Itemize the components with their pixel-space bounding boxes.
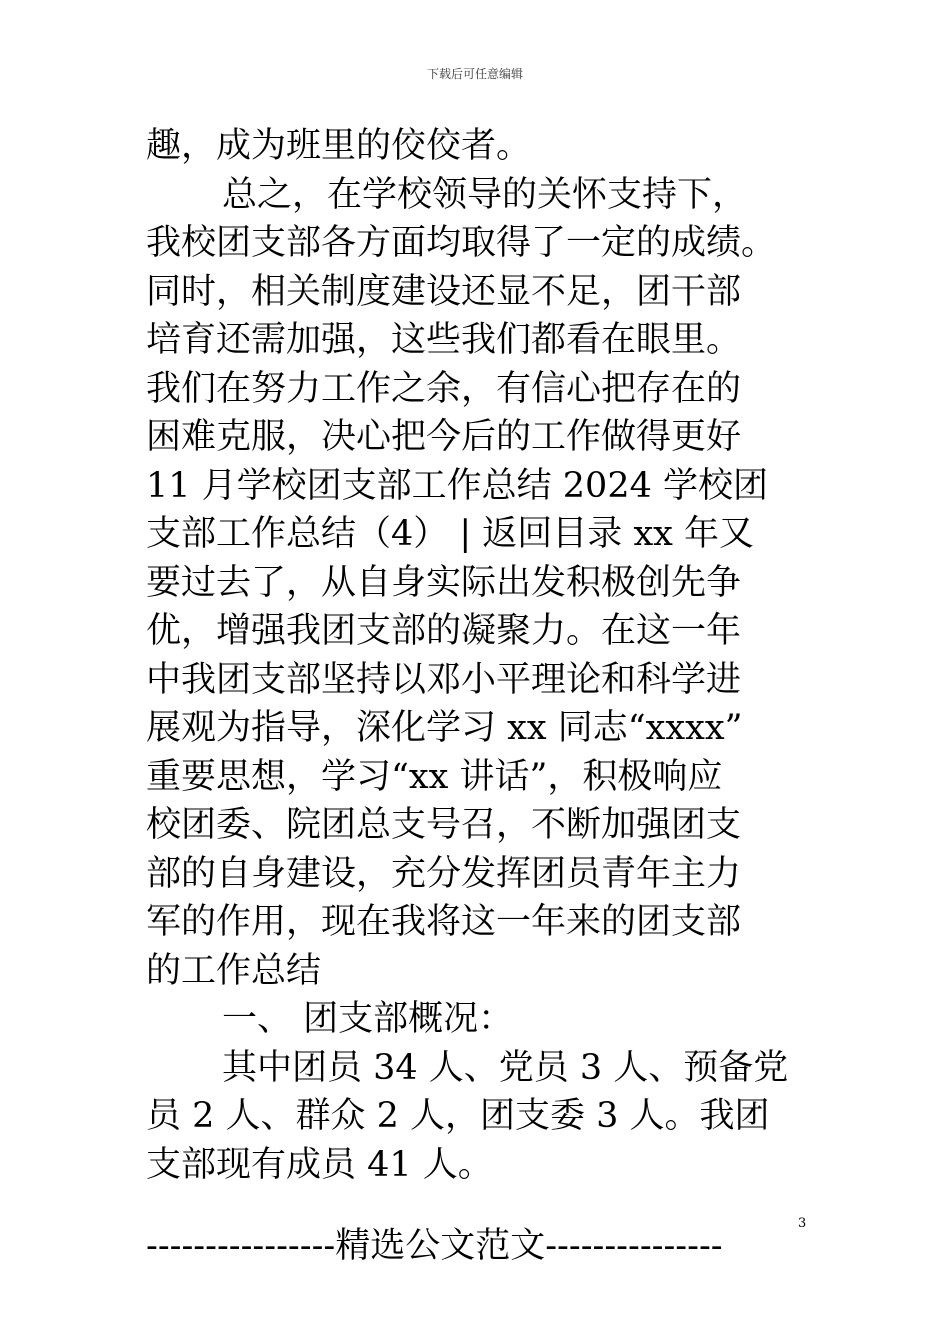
text-line: 培育还需加强，这些我们都看在眼里。 (146, 320, 742, 360)
text-line: 同时，相关制度建设还显不足，团干部 (146, 271, 742, 312)
text-line: 11 月学校团支部工作总结 2024 学校团 (146, 465, 768, 506)
text-line: 要过去了，从自身实际出发积极创先争 (146, 562, 742, 603)
text-line: 校团委、院团总支号召，不断加强团支 (146, 805, 742, 845)
text-line: 其中团员 34 人、党员 3 人、预备党 (222, 1047, 789, 1088)
text-line: 总之，在学校领导的关怀支持下， (222, 174, 748, 215)
document-body (146, 122, 826, 1189)
text-line: 重要思想，学习“xx 讲话”，积极响应 (146, 756, 723, 797)
text-line: 支部工作总结（4） | 返回目录 xx 年又 (146, 514, 755, 554)
section-heading: 一、 团支部概况： (222, 999, 514, 1039)
page-header: 下载后可任意编辑 (426, 67, 523, 81)
text-line: 部的自身建设，充分发挥团员青年主力 (146, 853, 742, 894)
text-line: 趣，成为班里的佼佼者。 (146, 126, 532, 166)
text-line: 支部现有成员 41 人。 (146, 1144, 493, 1185)
text-line: 中我团支部坚持以邓小平理论和科学进 (146, 659, 742, 700)
text-line: 困难克服，决心把今后的工作做得更好 (146, 417, 742, 457)
text-line: 优，增强我团支部的凝聚力。在这一年 (146, 611, 742, 651)
text-line: 我校团支部各方面均取得了一定的成绩。 (146, 223, 777, 263)
text-line: 的工作总结 (146, 950, 322, 991)
page-footer: ----------------精选公文范文--------------- (146, 1226, 723, 1266)
text-line: 展观为指导，深化学习 xx 同志“xxxx” (146, 708, 743, 748)
text-line: 员 2 人、群众 2 人，团支委 3 人。我团 (146, 1096, 770, 1136)
page-number: 3 (798, 1216, 807, 1231)
text-line: 军的作用，现在我将这一年来的团支部 (146, 902, 742, 942)
text-line: 我们在努力工作之余，有信心把存在的 (146, 368, 742, 409)
